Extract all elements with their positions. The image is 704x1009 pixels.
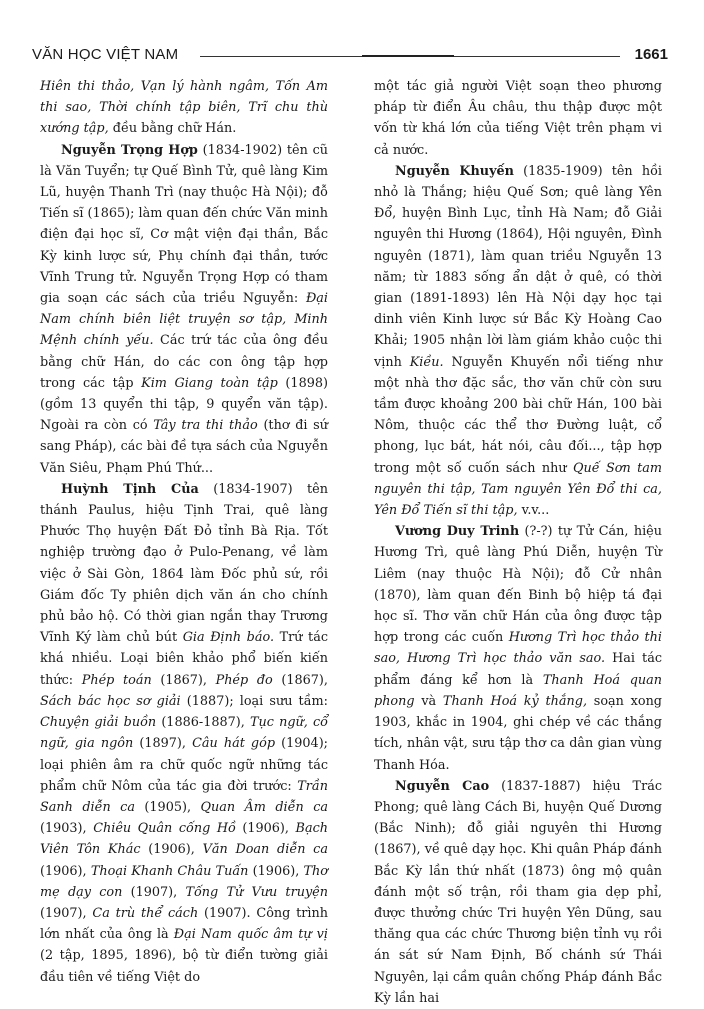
italic-title: Thanh Hoá quan phong	[374, 672, 663, 709]
italic-title: Sách bác học sơ giải	[40, 693, 181, 709]
text-run: (thơ đi sứ sang Pháp), các bài đề tựa sách của Nguyễn Văn Siêu, Phạm Phú Thứ...	[40, 418, 328, 476]
text-run: Hai tác phẩm đáng kể hơn là	[374, 651, 662, 688]
italic-title: Tống Tử Vưu truyện	[185, 884, 328, 900]
page-number: 1661	[634, 46, 668, 63]
text-run: (1906),	[140, 842, 203, 858]
italic-title: Đại Nam chính biên liệt truyện sơ tập, Minh Mệnh chính yếu.	[40, 291, 328, 349]
entry-name: Huỳnh Tịnh Của	[61, 481, 199, 497]
text-run: (1906),	[248, 863, 304, 879]
text-run: (1834-1902) tên cũ là Văn Tuyển; tự Quế Bình Tử, quê làng Kim Lũ, huyện Thanh Trì (nay thuộc Hà Nội); đỗ Tiến sĩ (1865); làm quan đến chức Văn minh điện đại học sĩ, Cơ mật viện đại thần, Bắc Kỳ kinh lược sứ, Phụ chính đại thần, tước Vĩnh Trung tử. Nguyễn Trọng Hợp có tham gia soạn các sách của triều Nguyễn:	[40, 142, 329, 307]
entry-name: Nguyễn Trọng Hợp	[61, 142, 198, 158]
paragraph	[40, 479, 328, 988]
paragraph	[374, 521, 662, 775]
text-run: (1906),	[40, 863, 91, 879]
text-run: (1897),	[133, 736, 193, 752]
italic-title: Tây tra thi thảo	[153, 418, 258, 434]
paragraph	[374, 76, 662, 161]
entry-name: Nguyễn Cao	[395, 778, 490, 794]
paragraph	[374, 776, 662, 1009]
italic-title: Chuyện giải buồn	[40, 715, 157, 731]
italic-title: Chiêu Quân cống Hồ	[93, 821, 236, 837]
italic-title: Quan Âm diễn ca	[200, 799, 328, 815]
italic-title: Ca trù thể cách	[92, 905, 199, 921]
text-run: (1835-1909) tên hồi nhỏ là Thắng; hiệu Quế Sơn; quê làng Yên Đổ, huyện Bình Lục, tỉnh Hà Nam; đỗ Giải nguyên thi Hương (1864), Hội nguyên, Đình nguyên (1871), làm quan triều Nguyễn 13 năm; từ 1883 sống ẩn dật ở quê, có thời gian (1891-1893) lên Hà Nội dạy học tại dinh viên Kinh lược sứ Bắc Kỳ Hoàng Cao Khải; 1905 nhận lời làm giám khảo cuộc thi vịnh	[374, 163, 662, 370]
header-rule-accent	[362, 55, 454, 57]
italic-title: Kim Giang toàn tập	[141, 375, 278, 391]
text-run: Nguyễn Khuyến nổi tiếng như một nhà thơ đặc sắc, thơ văn chữ còn sưu tầm được khoảng 200 bài chữ Hán, 100 bài Nôm, thuộc các thể thơ Đường luật, cổ phong, lục bát, hát nói, câu đối..., tập hợp trong một số cuốn sách như	[374, 354, 662, 476]
italic-title: Kiều.	[409, 354, 444, 370]
running-title: VĂN HỌC VIỆT NAM	[32, 46, 179, 63]
italic-title: Phép đo	[215, 672, 273, 688]
text-run: (2 tập, 1895, 1896), bộ từ điển tường giải đầu tiên về tiếng Việt do	[40, 948, 328, 985]
text-run: (1907),	[40, 905, 93, 921]
text-run: (1907),	[122, 884, 186, 900]
text-run: một tác giả người Việt soạn theo phương pháp từ điển Âu châu, thu thập được một vốn từ khá lớn của tiếng Việt trên phạm vi cả nước.	[374, 79, 662, 158]
text-run: (1837-1887) hiệu Trác Phong; quê làng Cách Bi, huyện Quế Dương (Bắc Ninh); đỗ giải nguyên thi Hương (1867), về quê dạy học. Khi quân Pháp đánh Bắc Kỳ lần thứ nhất (1873) ông mộ quân đánh một số trận, rồi tham gia dẹp phỉ, được thưởng chức Tri huyện Yên Dũng, sau thăng qua các chức Thương biện tỉnh vụ rồi án sát sứ Nam Định, Bố chánh sứ Thái Nguyên, lại cầm quân chống Pháp đánh Bắc Kỳ lần hai	[374, 778, 662, 1006]
paragraph	[40, 76, 328, 140]
right-column	[374, 76, 662, 1009]
text-run: Các trứ tác của ông đều bằng chữ Hán, do các con ông tập hợp trong các tập	[40, 333, 328, 391]
text-run: đều bằng chữ Hán.	[108, 121, 237, 137]
text-run: (1904); loại phiên âm ra chữ quốc ngữ những tác phẩm chữ Nôm của tác gia đời trước:	[40, 736, 328, 794]
italic-title: Thoại Khanh Châu Tuấn	[90, 863, 249, 879]
entry-name: Nguyễn Khuyến	[395, 163, 514, 179]
text-run: v.v...	[517, 503, 550, 519]
text-run: (1898) (gồm 13 quyển thi tập, 9 quyển văn tập). Ngoài ra còn có	[40, 375, 328, 434]
italic-title: Trần Sanh diễn ca	[40, 778, 328, 815]
italic-title: Tục ngữ, cổ ngữ, gia ngôn	[40, 715, 329, 752]
italic-title: Thanh Hoá kỷ thắng,	[442, 693, 588, 709]
text-run: và	[414, 693, 443, 709]
italic-title: Câu hát góp	[192, 736, 276, 752]
paragraph	[40, 140, 328, 479]
text-run: (1907). Công trình lớn nhất của ông là	[40, 905, 328, 943]
paragraph	[374, 161, 662, 521]
text-run: (1906),	[235, 821, 296, 837]
text-run: Trứ tác khá nhiều. Loại biên khảo phổ biến kiến thức:	[40, 630, 328, 688]
text-run: (?-?) tự Tử Cán, hiệu Hương Trì, quê làng Phú Diễn, huyện Từ Liêm (nay thuộc Hà Nội); đỗ Cử nhân (1870), làm quan đến Binh bộ hiệp tá đại học sĩ. Thơ văn chữ Hán của ông được tập hợp trong các cuốn	[374, 524, 662, 646]
italic-title: Thơ mẹ dạy con	[40, 863, 328, 900]
entry-name: Vương Duy Trinh	[395, 524, 520, 540]
italic-title: Gia Định báo.	[182, 630, 275, 646]
text-run: (1834-1907) tên thánh Paulus, hiệu Tịnh Trai, quê làng Phước Thọ huyện Đất Đỏ tỉnh Bà Rịa. Tốt nghiệp trường đạo ở Pulo-Penang, về làm việc ở Sài Gòn, 1864 làm Đốc phủ sứ, rồi Giám đốc Ty phiên dịch văn án cho chính phủ bảo hộ. Có thời gian ngắn thay Trương Vĩnh Ký làm chủ bút	[40, 481, 328, 646]
text-run: (1905),	[134, 799, 201, 815]
text-run: (1903),	[40, 821, 94, 837]
italic-title: Văn Doan diễn ca	[202, 842, 328, 858]
text-run: soạn xong 1903, khắc in 1904, ghi chép về các thắng tích, nhân vật, sưu tập thơ ca dân gian vùng Thanh Hóa.	[374, 693, 663, 773]
italic-title: Hương Trì học thảo thi sao, Hương Trì học thảo văn sao.	[374, 630, 662, 667]
page-header	[32, 44, 668, 68]
text-run: (1867),	[151, 672, 216, 688]
text-run: (1887); loại sưu tầm:	[180, 693, 328, 709]
text-run: (1867),	[272, 672, 328, 688]
text-run: (1886-1887),	[156, 715, 250, 731]
italic-title: Đại Nam quốc âm tự vị	[173, 927, 328, 943]
italic-title: Bạch Viên Tôn Khác	[40, 821, 328, 858]
italic-title: Hiên thi thảo, Vạn lý hành ngâm, Tốn Am thi sao, Thời chính tập biên, Trĩ chu thù xướng tập,	[40, 79, 328, 137]
italic-title: Phép toán	[81, 672, 152, 688]
left-column	[40, 76, 328, 988]
italic-title: Quế Sơn tam nguyên thi tập, Tam nguyên Yên Đổ thi ca, Yên Đổ Tiến sĩ thi tập,	[374, 460, 662, 519]
